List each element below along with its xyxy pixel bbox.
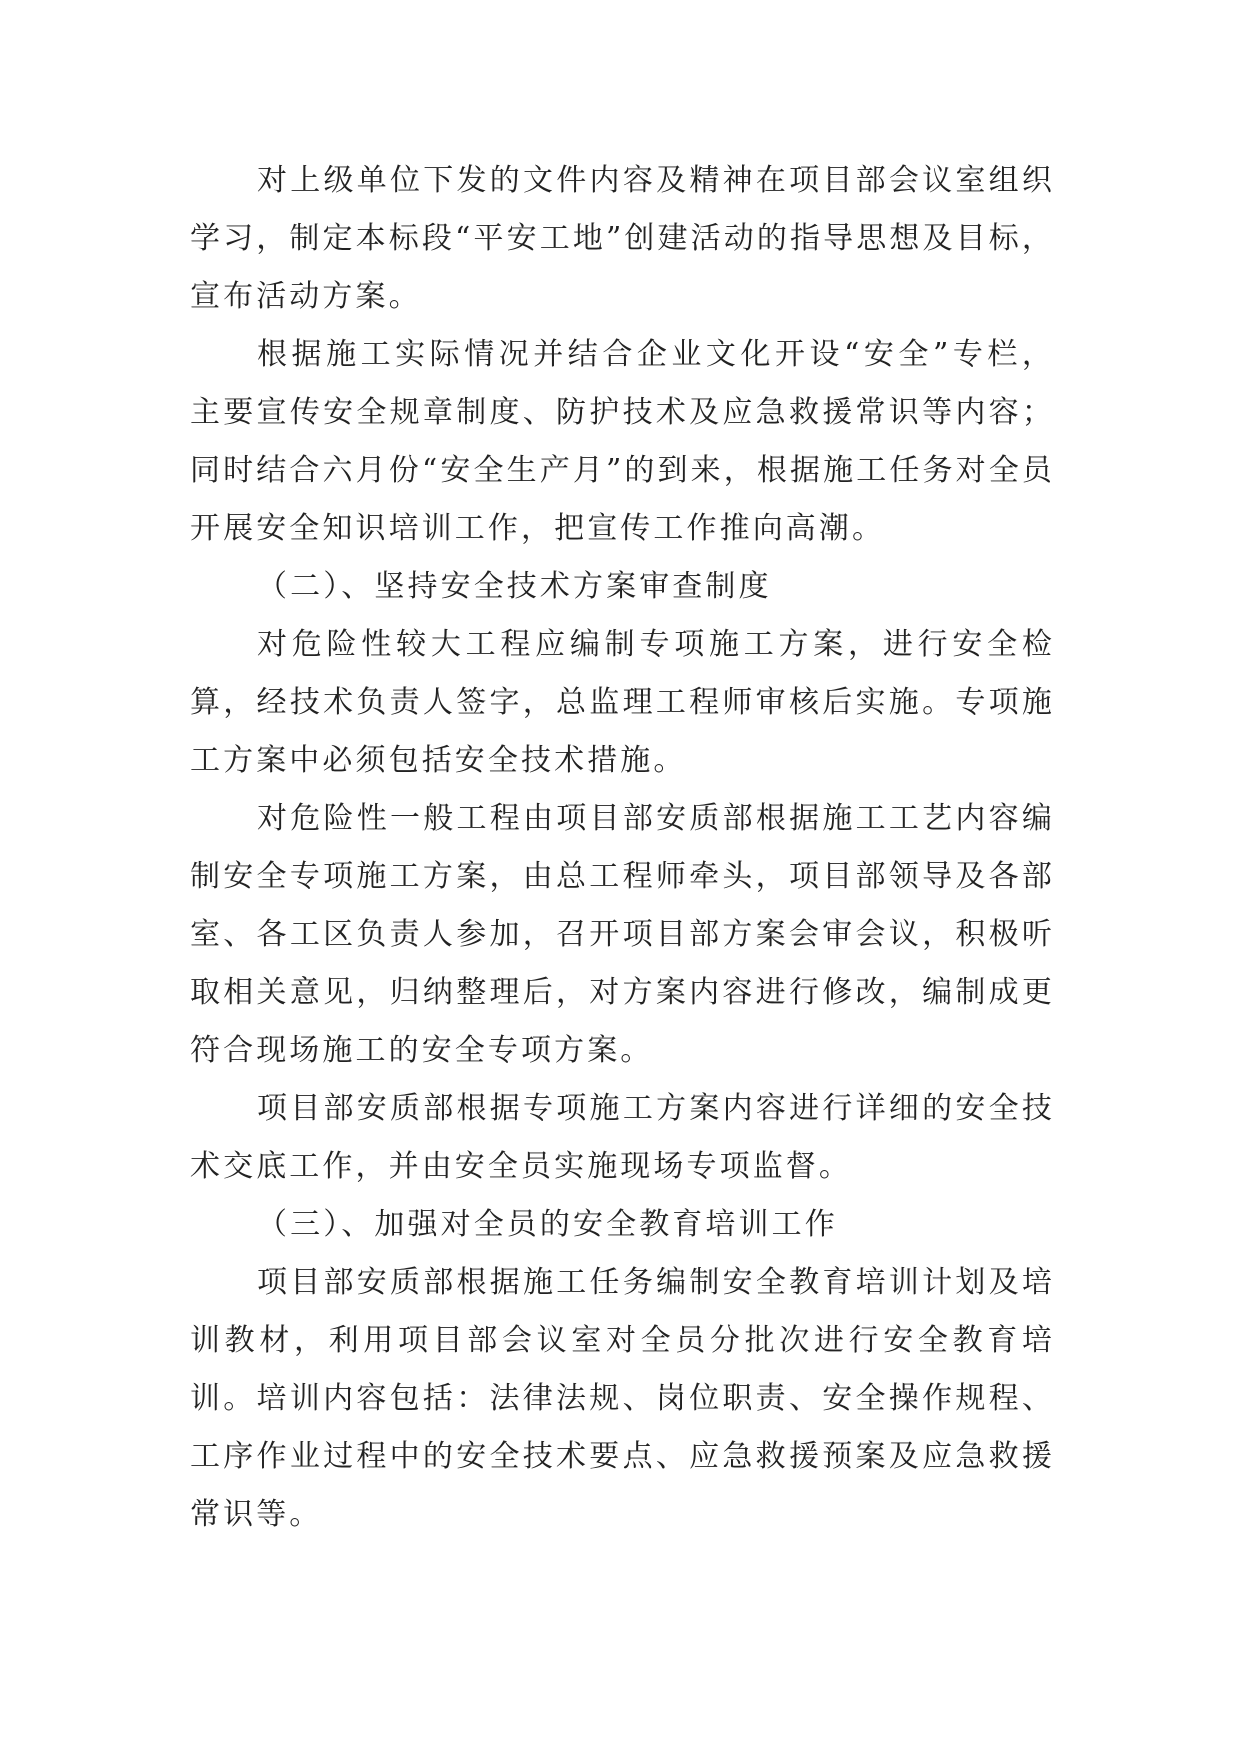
paragraph-1: 对上级单位下发的文件内容及精神在项目部会议室组织学习，制定本标段“平安工地”创建活动的指导思想及目标，宣布活动方案。	[190, 163, 1055, 314]
section-heading-3: （三）、加强对全员的安全教育培训工作	[257, 1207, 838, 1242]
section-heading-2: （二）、坚持安全技术方案审查制度	[257, 569, 772, 604]
document-body	[190, 152, 1055, 1544]
paragraph-3: 对危险性较大工程应编制专项施工方案，进行安全检算，经技术负责人签字，总监理工程师审核后实施。专项施工方案中必须包括安全技术措施。	[190, 627, 1055, 778]
paragraph-6: 项目部安质部根据施工任务编制安全教育培训计划及培训教材，利用项目部会议室对全员分批次进行安全教育培训。培训内容包括：法律法规、岗位职责、安全操作规程、工序作业过程中的安全技术要点、应急救援预案及应急救援常识等。	[190, 1265, 1055, 1532]
paragraph-2: 根据施工实际情况并结合企业文化开设“安全”专栏，主要宣传安全规章制度、防护技术及应急救援常识等内容；同时结合六月份“安全生产月”的到来，根据施工任务对全员开展安全知识培训工作，把宣传工作推向高潮。	[190, 337, 1055, 546]
paragraph-4: 对危险性一般工程由项目部安质部根据施工工艺内容编制安全专项施工方案，由总工程师牵头，项目部领导及各部室、各工区负责人参加，召开项目部方案会审会议，积极听取相关意见，归纳整理后，对方案内容进行修改，编制成更符合现场施工的安全专项方案。	[190, 801, 1055, 1068]
paragraph-5: 项目部安质部根据专项施工方案内容进行详细的安全技术交底工作，并由安全员实施现场专项监督。	[190, 1091, 1055, 1184]
